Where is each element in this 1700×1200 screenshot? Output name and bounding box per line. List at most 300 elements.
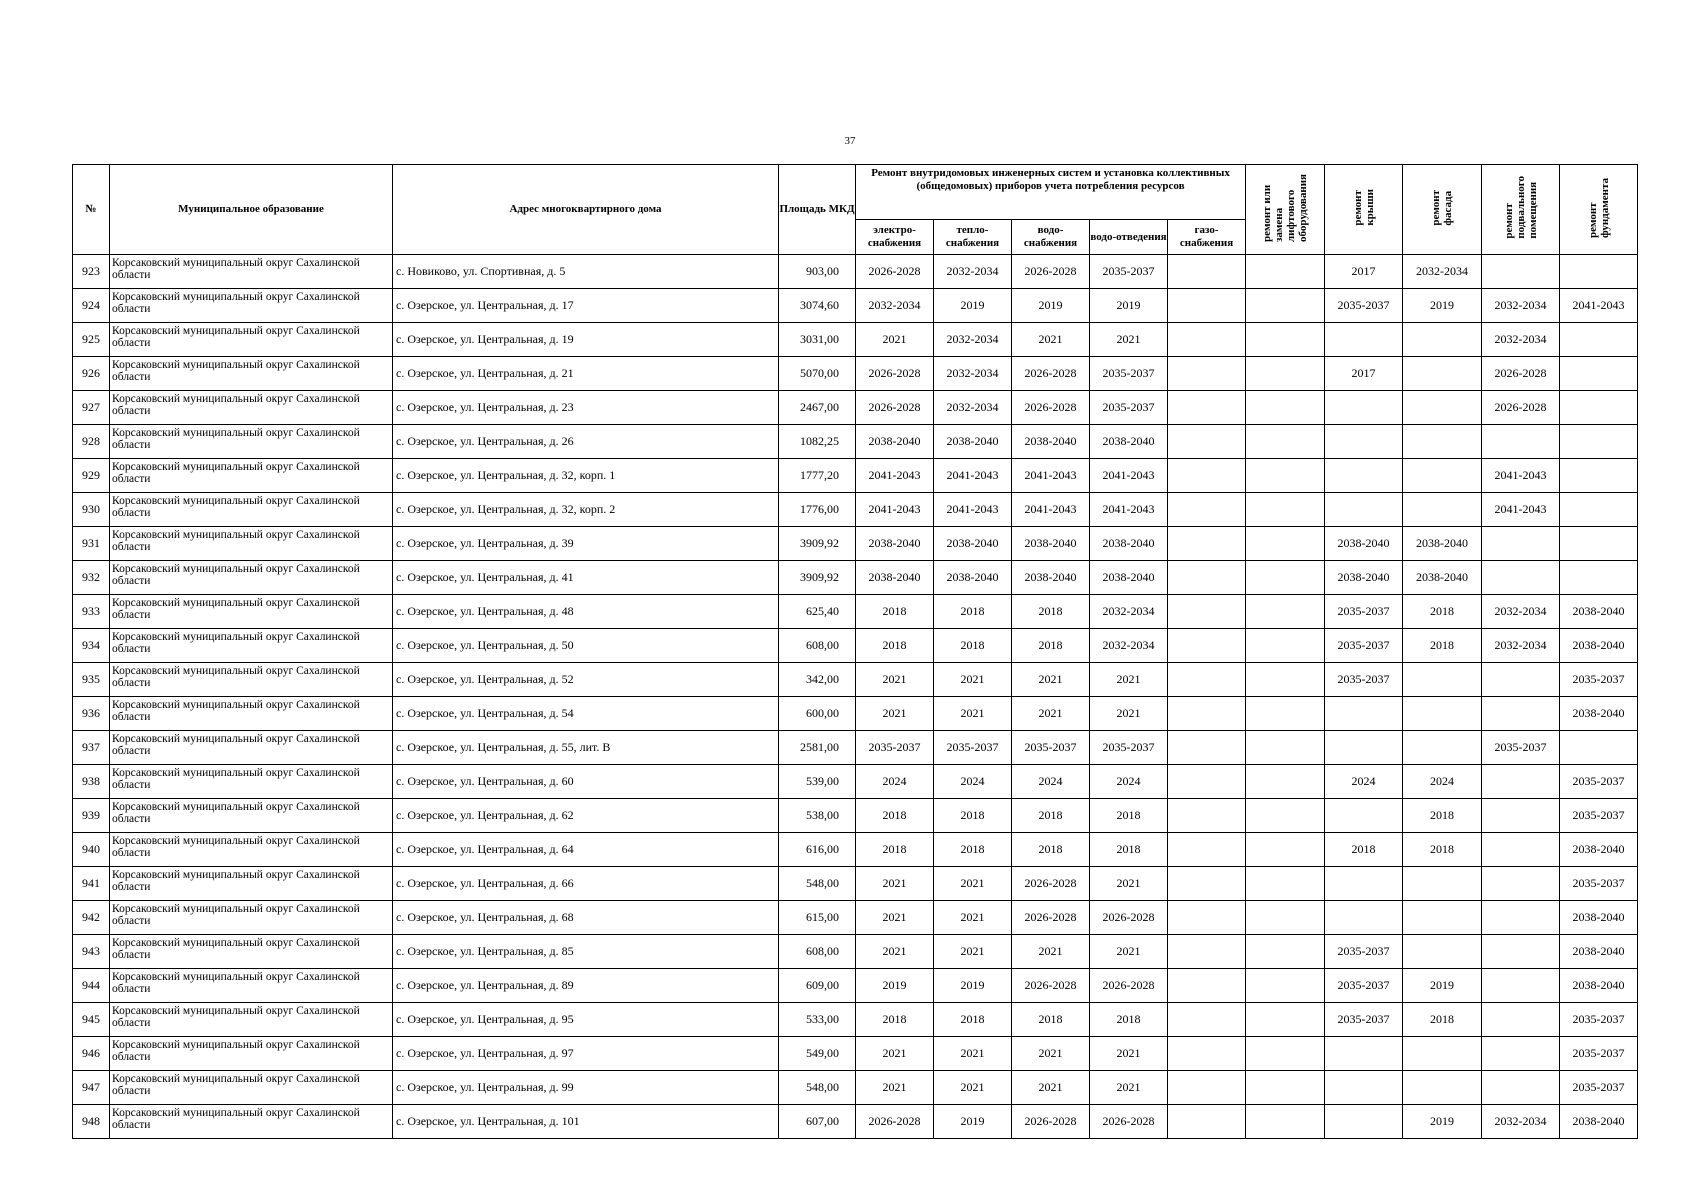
row-number: 930 bbox=[73, 493, 110, 527]
header-water-supply: водо-снабжения bbox=[1012, 220, 1090, 255]
address-cell: с. Озерское, ул. Центральная, д. 21 bbox=[393, 357, 779, 391]
water-drain-cell: 2026-2028 bbox=[1090, 969, 1168, 1003]
table-row bbox=[73, 935, 1638, 969]
heat-cell: 2021 bbox=[934, 1071, 1012, 1105]
row-number: 942 bbox=[73, 901, 110, 935]
address-cell: с. Озерское, ул. Центральная, д. 62 bbox=[393, 799, 779, 833]
municipality-cell: Корсаковский муниципальный округ Сахалинской области bbox=[110, 1071, 393, 1105]
roof-cell bbox=[1325, 799, 1403, 833]
water-drain-cell: 2018 bbox=[1090, 1003, 1168, 1037]
elevator-cell bbox=[1246, 595, 1325, 629]
table-row bbox=[73, 391, 1638, 425]
roof-cell: 2017 bbox=[1325, 255, 1403, 289]
foundation-cell: 2038-2040 bbox=[1560, 935, 1638, 969]
roof-cell: 2038-2040 bbox=[1325, 527, 1403, 561]
area-cell: 608,00 bbox=[779, 935, 856, 969]
heat-cell: 2038-2040 bbox=[934, 527, 1012, 561]
facade-cell: 2038-2040 bbox=[1403, 527, 1482, 561]
roof-cell: 2035-2037 bbox=[1325, 935, 1403, 969]
roof-cell bbox=[1325, 459, 1403, 493]
heat-cell: 2032-2034 bbox=[934, 323, 1012, 357]
foundation-cell: 2041-2043 bbox=[1560, 289, 1638, 323]
row-number: 923 bbox=[73, 255, 110, 289]
foundation-cell: 2035-2037 bbox=[1560, 799, 1638, 833]
basement-cell bbox=[1482, 663, 1560, 697]
gas-cell bbox=[1168, 357, 1246, 391]
water-supply-cell: 2026-2028 bbox=[1012, 867, 1090, 901]
heat-cell: 2018 bbox=[934, 595, 1012, 629]
electro-cell: 2038-2040 bbox=[856, 527, 934, 561]
row-number: 934 bbox=[73, 629, 110, 663]
row-number: 939 bbox=[73, 799, 110, 833]
table-row bbox=[73, 357, 1638, 391]
electro-cell: 2035-2037 bbox=[856, 731, 934, 765]
address-cell: с. Озерское, ул. Центральная, д. 17 bbox=[393, 289, 779, 323]
foundation-cell: 2035-2037 bbox=[1560, 663, 1638, 697]
foundation-cell: 2038-2040 bbox=[1560, 595, 1638, 629]
row-number: 946 bbox=[73, 1037, 110, 1071]
roof-cell: 2035-2037 bbox=[1325, 969, 1403, 1003]
water-drain-cell: 2021 bbox=[1090, 867, 1168, 901]
electro-cell: 2026-2028 bbox=[856, 357, 934, 391]
roof-cell bbox=[1325, 1071, 1403, 1105]
gas-cell bbox=[1168, 323, 1246, 357]
roof-cell: 2024 bbox=[1325, 765, 1403, 799]
municipality-cell: Корсаковский муниципальный округ Сахалинской области bbox=[110, 969, 393, 1003]
facade-cell: 2018 bbox=[1403, 1003, 1482, 1037]
table-row bbox=[73, 901, 1638, 935]
municipality-cell: Корсаковский муниципальный округ Сахалинской области bbox=[110, 833, 393, 867]
roof-cell bbox=[1325, 901, 1403, 935]
address-cell: с. Озерское, ул. Центральная, д. 52 bbox=[393, 663, 779, 697]
table-row bbox=[73, 1071, 1638, 1105]
water-supply-cell: 2018 bbox=[1012, 799, 1090, 833]
basement-cell bbox=[1482, 765, 1560, 799]
area-cell: 548,00 bbox=[779, 1071, 856, 1105]
heat-cell: 2035-2037 bbox=[934, 731, 1012, 765]
water-supply-cell: 2041-2043 bbox=[1012, 459, 1090, 493]
basement-cell: 2041-2043 bbox=[1482, 459, 1560, 493]
roof-cell: 2017 bbox=[1325, 357, 1403, 391]
heat-cell: 2041-2043 bbox=[934, 493, 1012, 527]
gas-cell bbox=[1168, 527, 1246, 561]
water-drain-cell: 2021 bbox=[1090, 935, 1168, 969]
elevator-cell bbox=[1246, 561, 1325, 595]
table-row bbox=[73, 561, 1638, 595]
foundation-cell bbox=[1560, 459, 1638, 493]
address-cell: с. Озерское, ул. Центральная, д. 85 bbox=[393, 935, 779, 969]
facade-cell bbox=[1403, 1037, 1482, 1071]
header-area: Площадь МКД bbox=[779, 165, 856, 255]
table-row bbox=[73, 595, 1638, 629]
water-supply-cell: 2018 bbox=[1012, 1003, 1090, 1037]
roof-cell: 2035-2037 bbox=[1325, 289, 1403, 323]
address-cell: с. Озерское, ул. Центральная, д. 48 bbox=[393, 595, 779, 629]
address-cell: с. Озерское, ул. Центральная, д. 50 bbox=[393, 629, 779, 663]
foundation-cell bbox=[1560, 357, 1638, 391]
basement-cell bbox=[1482, 1003, 1560, 1037]
foundation-cell: 2038-2040 bbox=[1560, 697, 1638, 731]
water-supply-cell: 2041-2043 bbox=[1012, 493, 1090, 527]
heat-cell: 2041-2043 bbox=[934, 459, 1012, 493]
basement-cell bbox=[1482, 561, 1560, 595]
address-cell: с. Озерское, ул. Центральная, д. 19 bbox=[393, 323, 779, 357]
basement-cell bbox=[1482, 1071, 1560, 1105]
elevator-cell bbox=[1246, 799, 1325, 833]
heat-cell: 2019 bbox=[934, 969, 1012, 1003]
header-basement bbox=[1482, 165, 1560, 255]
table-row bbox=[73, 867, 1638, 901]
electro-cell: 2021 bbox=[856, 867, 934, 901]
municipality-cell: Корсаковский муниципальный округ Сахалинской области bbox=[110, 323, 393, 357]
basement-cell: 2032-2034 bbox=[1482, 1105, 1560, 1139]
table-row bbox=[73, 323, 1638, 357]
electro-cell: 2018 bbox=[856, 595, 934, 629]
gas-cell bbox=[1168, 765, 1246, 799]
basement-cell bbox=[1482, 697, 1560, 731]
electro-cell: 2024 bbox=[856, 765, 934, 799]
elevator-cell bbox=[1246, 1003, 1325, 1037]
water-drain-cell: 2038-2040 bbox=[1090, 425, 1168, 459]
basement-cell bbox=[1482, 969, 1560, 1003]
basement-cell bbox=[1482, 935, 1560, 969]
roof-cell bbox=[1325, 391, 1403, 425]
foundation-cell bbox=[1560, 493, 1638, 527]
heat-cell: 2021 bbox=[934, 901, 1012, 935]
elevator-cell bbox=[1246, 663, 1325, 697]
row-number: 948 bbox=[73, 1105, 110, 1139]
elevator-cell bbox=[1246, 697, 1325, 731]
gas-cell bbox=[1168, 629, 1246, 663]
table-row bbox=[73, 731, 1638, 765]
water-supply-cell: 2026-2028 bbox=[1012, 1105, 1090, 1139]
foundation-cell: 2035-2037 bbox=[1560, 867, 1638, 901]
basement-cell: 2035-2037 bbox=[1482, 731, 1560, 765]
area-cell: 607,00 bbox=[779, 1105, 856, 1139]
address-cell: с. Озерское, ул. Центральная, д. 41 bbox=[393, 561, 779, 595]
facade-cell: 2018 bbox=[1403, 595, 1482, 629]
electro-cell: 2018 bbox=[856, 833, 934, 867]
address-cell: с. Озерское, ул. Центральная, д. 99 bbox=[393, 1071, 779, 1105]
elevator-cell bbox=[1246, 1037, 1325, 1071]
water-drain-cell: 2026-2028 bbox=[1090, 1105, 1168, 1139]
elevator-cell bbox=[1246, 1071, 1325, 1105]
area-cell: 609,00 bbox=[779, 969, 856, 1003]
address-cell: с. Озерское, ул. Центральная, д. 26 bbox=[393, 425, 779, 459]
foundation-cell bbox=[1560, 731, 1638, 765]
electro-cell: 2021 bbox=[856, 1071, 934, 1105]
gas-cell bbox=[1168, 867, 1246, 901]
elevator-cell bbox=[1246, 289, 1325, 323]
water-supply-cell: 2018 bbox=[1012, 595, 1090, 629]
gas-cell bbox=[1168, 731, 1246, 765]
municipality-cell: Корсаковский муниципальный округ Сахалинской области bbox=[110, 527, 393, 561]
municipality-cell: Корсаковский муниципальный округ Сахалинской области bbox=[110, 425, 393, 459]
foundation-cell bbox=[1560, 255, 1638, 289]
basement-cell bbox=[1482, 255, 1560, 289]
row-number: 943 bbox=[73, 935, 110, 969]
foundation-cell: 2035-2037 bbox=[1560, 1071, 1638, 1105]
row-number: 936 bbox=[73, 697, 110, 731]
table-row bbox=[73, 799, 1638, 833]
header-roof bbox=[1325, 165, 1403, 255]
facade-cell bbox=[1403, 697, 1482, 731]
electro-cell: 2018 bbox=[856, 629, 934, 663]
header-gas: газо-снабжения bbox=[1168, 220, 1246, 255]
area-cell: 1082,25 bbox=[779, 425, 856, 459]
header-elevator-label: ремонт или замена лифтового оборудования bbox=[1261, 173, 1310, 242]
gas-cell bbox=[1168, 901, 1246, 935]
area-cell: 548,00 bbox=[779, 867, 856, 901]
table-row bbox=[73, 527, 1638, 561]
gas-cell bbox=[1168, 1071, 1246, 1105]
area-cell: 3909,92 bbox=[779, 561, 856, 595]
foundation-cell: 2038-2040 bbox=[1560, 833, 1638, 867]
row-number: 932 bbox=[73, 561, 110, 595]
page-number: 37 bbox=[844, 135, 856, 147]
area-cell: 5070,00 bbox=[779, 357, 856, 391]
water-drain-cell: 2038-2040 bbox=[1090, 527, 1168, 561]
roof-cell: 2035-2037 bbox=[1325, 629, 1403, 663]
row-number: 938 bbox=[73, 765, 110, 799]
electro-cell: 2021 bbox=[856, 323, 934, 357]
municipality-cell: Корсаковский муниципальный округ Сахалинской области bbox=[110, 867, 393, 901]
roof-cell bbox=[1325, 1037, 1403, 1071]
address-cell: с. Озерское, ул. Центральная, д. 32, корп. 1 bbox=[393, 459, 779, 493]
basement-cell bbox=[1482, 799, 1560, 833]
foundation-cell: 2038-2040 bbox=[1560, 629, 1638, 663]
header-foundation bbox=[1560, 165, 1638, 255]
heat-cell: 2018 bbox=[934, 1003, 1012, 1037]
water-drain-cell: 2032-2034 bbox=[1090, 595, 1168, 629]
table-row bbox=[73, 697, 1638, 731]
water-drain-cell: 2035-2037 bbox=[1090, 391, 1168, 425]
table-header bbox=[73, 165, 1638, 255]
facade-cell: 2038-2040 bbox=[1403, 561, 1482, 595]
municipality-cell: Корсаковский муниципальный округ Сахалинской области bbox=[110, 357, 393, 391]
water-supply-cell: 2018 bbox=[1012, 629, 1090, 663]
area-cell: 608,00 bbox=[779, 629, 856, 663]
municipality-cell: Корсаковский муниципальный округ Сахалинской области bbox=[110, 1037, 393, 1071]
heat-cell: 2018 bbox=[934, 629, 1012, 663]
elevator-cell bbox=[1246, 425, 1325, 459]
foundation-cell: 2038-2040 bbox=[1560, 901, 1638, 935]
heat-cell: 2021 bbox=[934, 663, 1012, 697]
water-drain-cell: 2021 bbox=[1090, 663, 1168, 697]
electro-cell: 2038-2040 bbox=[856, 561, 934, 595]
facade-cell bbox=[1403, 1071, 1482, 1105]
header-heat: тепло-снабжения bbox=[934, 220, 1012, 255]
gas-cell bbox=[1168, 561, 1246, 595]
row-number: 935 bbox=[73, 663, 110, 697]
header-address: Адрес многоквартирного дома bbox=[393, 165, 779, 255]
basement-cell: 2026-2028 bbox=[1482, 391, 1560, 425]
table-row bbox=[73, 425, 1638, 459]
address-cell: с. Озерское, ул. Центральная, д. 32, корп. 2 bbox=[393, 493, 779, 527]
gas-cell bbox=[1168, 493, 1246, 527]
table-row bbox=[73, 663, 1638, 697]
elevator-cell bbox=[1246, 323, 1325, 357]
address-cell: с. Озерское, ул. Центральная, д. 95 bbox=[393, 1003, 779, 1037]
elevator-cell bbox=[1246, 357, 1325, 391]
area-cell: 2581,00 bbox=[779, 731, 856, 765]
table-body bbox=[73, 255, 1638, 1139]
area-cell: 616,00 bbox=[779, 833, 856, 867]
water-supply-cell: 2038-2040 bbox=[1012, 527, 1090, 561]
heat-cell: 2032-2034 bbox=[934, 357, 1012, 391]
foundation-cell bbox=[1560, 527, 1638, 561]
municipality-cell: Корсаковский муниципальный округ Сахалинской области bbox=[110, 561, 393, 595]
address-cell: с. Озерское, ул. Центральная, д. 68 bbox=[393, 901, 779, 935]
address-cell: с. Озерское, ул. Центральная, д. 89 bbox=[393, 969, 779, 1003]
roof-cell bbox=[1325, 697, 1403, 731]
header-engineering-group: Ремонт внутридомовых инженерных систем и установка коллективных (общедомовых) приборов учета потребления ресурсов bbox=[856, 165, 1246, 220]
roof-cell bbox=[1325, 323, 1403, 357]
electro-cell: 2018 bbox=[856, 1003, 934, 1037]
electro-cell: 2018 bbox=[856, 799, 934, 833]
area-cell: 533,00 bbox=[779, 1003, 856, 1037]
row-number: 928 bbox=[73, 425, 110, 459]
basement-cell: 2032-2034 bbox=[1482, 595, 1560, 629]
roof-cell: 2038-2040 bbox=[1325, 561, 1403, 595]
elevator-cell bbox=[1246, 731, 1325, 765]
water-supply-cell: 2038-2040 bbox=[1012, 561, 1090, 595]
facade-cell: 2032-2034 bbox=[1403, 255, 1482, 289]
area-cell: 3074,60 bbox=[779, 289, 856, 323]
water-supply-cell: 2024 bbox=[1012, 765, 1090, 799]
address-cell: с. Озерское, ул. Центральная, д. 60 bbox=[393, 765, 779, 799]
header-water-drain: водо-отведения bbox=[1090, 220, 1168, 255]
address-cell: с. Озерское, ул. Центральная, д. 55, лит. В bbox=[393, 731, 779, 765]
water-supply-cell: 2021 bbox=[1012, 663, 1090, 697]
municipality-cell: Корсаковский муниципальный округ Сахалинской области bbox=[110, 493, 393, 527]
basement-cell: 2032-2034 bbox=[1482, 323, 1560, 357]
facade-cell bbox=[1403, 459, 1482, 493]
foundation-cell: 2035-2037 bbox=[1560, 765, 1638, 799]
header-facade-label: ремонт фасада bbox=[1430, 189, 1455, 226]
elevator-cell bbox=[1246, 629, 1325, 663]
facade-cell: 2019 bbox=[1403, 1105, 1482, 1139]
heat-cell: 2024 bbox=[934, 765, 1012, 799]
heat-cell: 2021 bbox=[934, 935, 1012, 969]
basement-cell bbox=[1482, 867, 1560, 901]
basement-cell bbox=[1482, 1037, 1560, 1071]
area-cell: 538,00 bbox=[779, 799, 856, 833]
row-number: 947 bbox=[73, 1071, 110, 1105]
foundation-cell: 2038-2040 bbox=[1560, 969, 1638, 1003]
table-row bbox=[73, 1105, 1638, 1139]
electro-cell: 2026-2028 bbox=[856, 255, 934, 289]
area-cell: 600,00 bbox=[779, 697, 856, 731]
heat-cell: 2021 bbox=[934, 697, 1012, 731]
gas-cell bbox=[1168, 391, 1246, 425]
water-drain-cell: 2018 bbox=[1090, 833, 1168, 867]
basement-cell: 2041-2043 bbox=[1482, 493, 1560, 527]
municipality-cell: Корсаковский муниципальный округ Сахалинской области bbox=[110, 1003, 393, 1037]
header-municipality: Муниципальное образование bbox=[110, 165, 393, 255]
roof-cell: 2035-2037 bbox=[1325, 595, 1403, 629]
facade-cell bbox=[1403, 867, 1482, 901]
heat-cell: 2038-2040 bbox=[934, 425, 1012, 459]
facade-cell: 2024 bbox=[1403, 765, 1482, 799]
table-row bbox=[73, 493, 1638, 527]
roof-cell bbox=[1325, 493, 1403, 527]
electro-cell: 2026-2028 bbox=[856, 391, 934, 425]
header-elevator bbox=[1246, 165, 1325, 255]
water-drain-cell: 2021 bbox=[1090, 1037, 1168, 1071]
electro-cell: 2021 bbox=[856, 663, 934, 697]
water-supply-cell: 2019 bbox=[1012, 289, 1090, 323]
table-row bbox=[73, 969, 1638, 1003]
foundation-cell: 2038-2040 bbox=[1560, 1105, 1638, 1139]
gas-cell bbox=[1168, 833, 1246, 867]
water-drain-cell: 2026-2028 bbox=[1090, 901, 1168, 935]
municipality-cell: Корсаковский муниципальный округ Сахалинской области bbox=[110, 289, 393, 323]
electro-cell: 2041-2043 bbox=[856, 459, 934, 493]
electro-cell: 2021 bbox=[856, 697, 934, 731]
area-cell: 1776,00 bbox=[779, 493, 856, 527]
facade-cell: 2018 bbox=[1403, 833, 1482, 867]
row-number: 931 bbox=[73, 527, 110, 561]
elevator-cell bbox=[1246, 527, 1325, 561]
table-row bbox=[73, 1003, 1638, 1037]
table-row bbox=[73, 255, 1638, 289]
header-electro: электро-снабжения bbox=[856, 220, 934, 255]
water-drain-cell: 2018 bbox=[1090, 799, 1168, 833]
basement-cell: 2032-2034 bbox=[1482, 289, 1560, 323]
municipality-cell: Корсаковский муниципальный округ Сахалинской области bbox=[110, 765, 393, 799]
address-cell: с. Озерское, ул. Центральная, д. 66 bbox=[393, 867, 779, 901]
gas-cell bbox=[1168, 1037, 1246, 1071]
facade-cell bbox=[1403, 935, 1482, 969]
facade-cell bbox=[1403, 391, 1482, 425]
facade-cell bbox=[1403, 323, 1482, 357]
water-drain-cell: 2041-2043 bbox=[1090, 459, 1168, 493]
electro-cell: 2041-2043 bbox=[856, 493, 934, 527]
facade-cell: 2019 bbox=[1403, 289, 1482, 323]
table-row bbox=[73, 1037, 1638, 1071]
facade-cell bbox=[1403, 425, 1482, 459]
gas-cell bbox=[1168, 595, 1246, 629]
water-supply-cell: 2035-2037 bbox=[1012, 731, 1090, 765]
row-number: 941 bbox=[73, 867, 110, 901]
water-supply-cell: 2026-2028 bbox=[1012, 255, 1090, 289]
elevator-cell bbox=[1246, 459, 1325, 493]
roof-cell: 2035-2037 bbox=[1325, 663, 1403, 697]
elevator-cell bbox=[1246, 255, 1325, 289]
municipality-cell: Корсаковский муниципальный округ Сахалинской области bbox=[110, 901, 393, 935]
area-cell: 903,00 bbox=[779, 255, 856, 289]
row-number: 944 bbox=[73, 969, 110, 1003]
gas-cell bbox=[1168, 425, 1246, 459]
header-basement-label: ремонт подвального помещения bbox=[1502, 176, 1539, 239]
elevator-cell bbox=[1246, 765, 1325, 799]
elevator-cell bbox=[1246, 493, 1325, 527]
address-cell: с. Озерское, ул. Центральная, д. 23 bbox=[393, 391, 779, 425]
header-roof-label: ремонт крыши bbox=[1351, 189, 1376, 226]
elevator-cell bbox=[1246, 833, 1325, 867]
facade-cell bbox=[1403, 901, 1482, 935]
roof-cell bbox=[1325, 425, 1403, 459]
water-supply-cell: 2021 bbox=[1012, 697, 1090, 731]
gas-cell bbox=[1168, 289, 1246, 323]
address-cell: с. Озерское, ул. Центральная, д. 39 bbox=[393, 527, 779, 561]
row-number: 945 bbox=[73, 1003, 110, 1037]
foundation-cell bbox=[1560, 391, 1638, 425]
elevator-cell bbox=[1246, 969, 1325, 1003]
gas-cell bbox=[1168, 935, 1246, 969]
elevator-cell bbox=[1246, 901, 1325, 935]
